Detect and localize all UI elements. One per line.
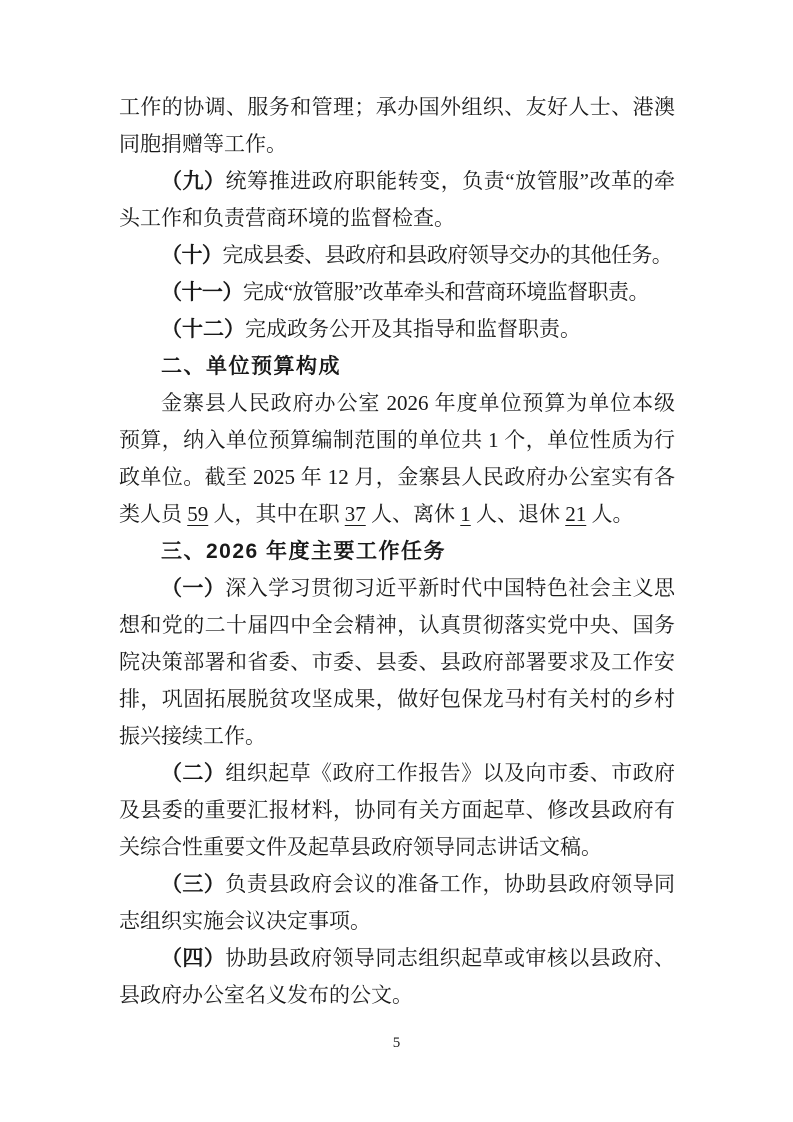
section-heading: 二、单位预算构成: [161, 355, 341, 378]
paragraph-number-label: （一）: [161, 576, 226, 600]
paragraph-number-label: （九）: [161, 169, 226, 193]
page-footer: [0, 1035, 793, 1052]
paragraph-number-label: （十一）: [161, 280, 243, 304]
paragraph: （十）完成县委、县政府和县政府领导交办的其他任务。: [161, 243, 673, 267]
paragraph-number-label: （四）: [161, 946, 226, 970]
section-heading: 三、2026 年度主要工作任务: [161, 540, 447, 563]
paragraph-number-label: （十二）: [161, 317, 245, 341]
paragraph: （三）负责县政府会议的准备工作，协助县政府领导同志组织实施会议决定事项。: [119, 872, 676, 933]
text-run: 人。: [586, 502, 634, 526]
paragraph: （一）深入学习贯彻习近平新时代中国特色社会主义思想和党的二十届四中全会精神，认真贯彻落实党中央、国务院决策部署和省委、市委、县委、县政府部署要求及工作安排，巩固拓展脱贫攻坚成果，做好包保龙马村有关村的乡村振兴接续工作。: [119, 576, 676, 748]
paragraph: （四）协助县政府领导同志组织起草或审核以县政府、县政府办公室名义发布的公文。: [119, 946, 676, 1007]
underlined-value: 37: [344, 502, 366, 526]
paragraph: （十一）完成“放管服”改革牵头和营商环境监督职责。: [161, 280, 649, 304]
paragraph: [119, 385, 675, 533]
paragraph: （十二）完成政务公开及其指导和监督职责。: [161, 317, 581, 341]
text-run: 人、退休: [470, 502, 566, 526]
underlined-value: 1: [460, 502, 471, 526]
text-run: 金寨县人民政府办公室 2026 年度单位预算为单位本级预算，纳入单位预算编制范围的单位共 1 个，单位性质为行政单位。截至 2025 年 12 月，金寨县人民政府办公室实有各类人员: [119, 391, 675, 526]
document-body: [119, 89, 675, 1014]
paragraph-number-label: （三）: [161, 872, 226, 896]
paragraph: （二）组织起草《政府工作报告》以及向市委、市政府及县委的重要汇报材料，协同有关方面起草、修改县政府有关综合性重要文件及起草县政府领导同志讲话文稿。: [119, 761, 676, 859]
page-number: 5: [392, 1035, 401, 1051]
paragraph-number-label: （十）: [161, 243, 223, 267]
text-run: 人、离休: [365, 502, 461, 526]
paragraph-number-label: （二）: [161, 761, 226, 785]
text-run: 人，其中在职: [208, 502, 345, 526]
paragraph: 工作的协调、服务和管理；承办国外组织、友好人士、港澳同胞捐赠等工作。: [119, 95, 675, 156]
underlined-value: 59: [187, 502, 209, 526]
underlined-value: 21: [565, 502, 587, 526]
paragraph: （九）统筹推进政府职能转变，负责“放管服”改革的牵头工作和负责营商环境的监督检查。: [119, 169, 676, 230]
